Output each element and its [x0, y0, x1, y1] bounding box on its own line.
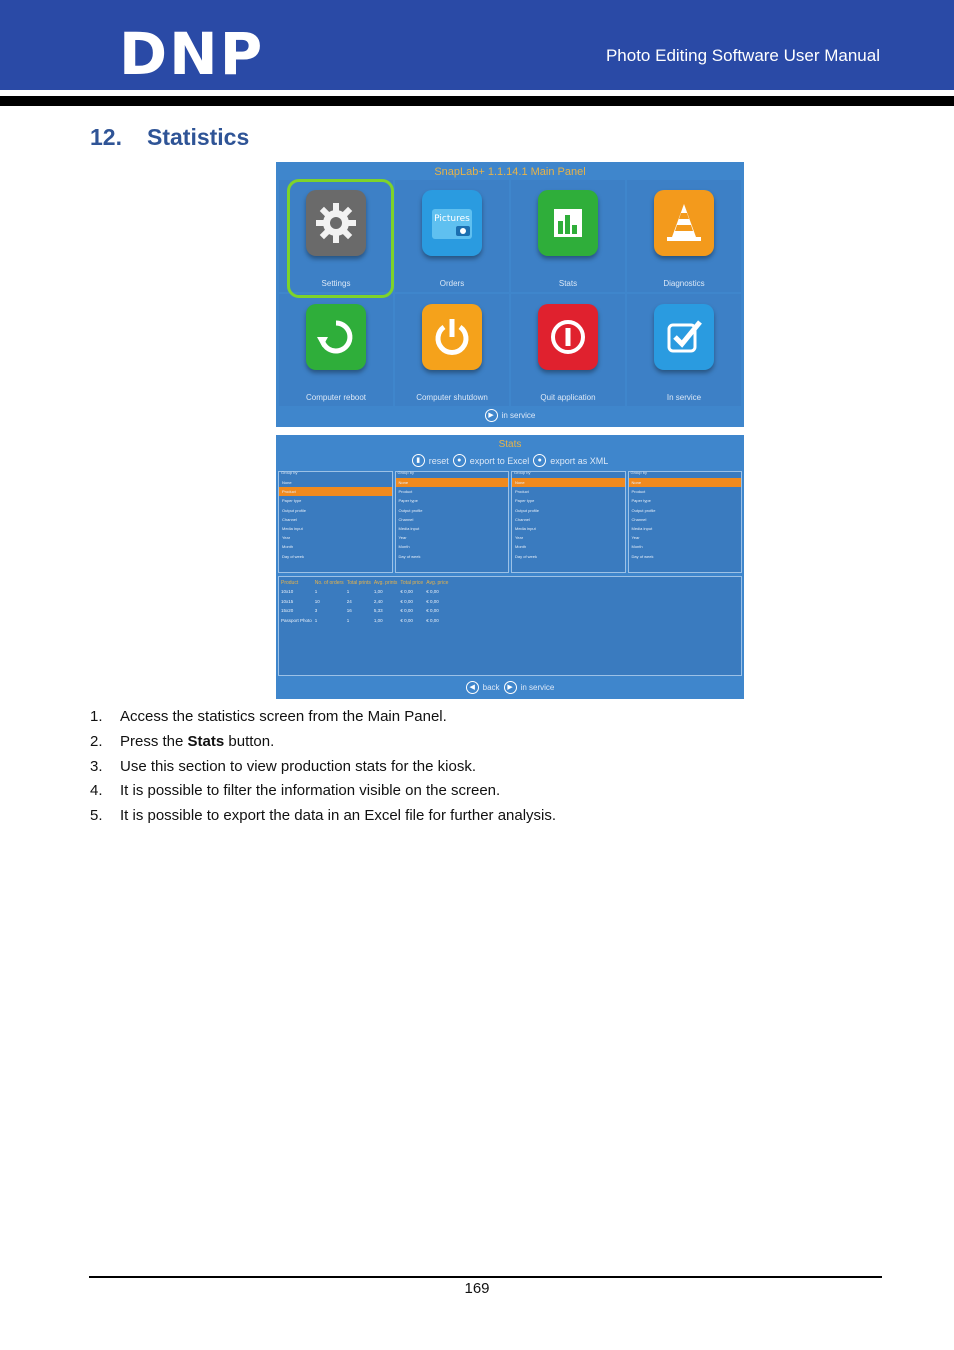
- step-item: [90, 780, 556, 805]
- tile-label: Stats: [558, 279, 578, 288]
- step-text: [120, 756, 476, 781]
- pictures-icon: [422, 190, 482, 256]
- step-number: 5.: [90, 807, 103, 825]
- group-by-option[interactable]: Product: [515, 489, 529, 495]
- results-header-row: [281, 579, 451, 587]
- trash-icon[interactable]: ▮: [412, 454, 425, 467]
- group-by-column: [511, 471, 626, 573]
- results-column-header[interactable]: Product: [281, 579, 299, 586]
- group-by-option[interactable]: Year: [398, 535, 407, 541]
- group-by-option[interactable]: Day of week: [282, 553, 305, 559]
- group-by-option[interactable]: Month: [631, 544, 643, 550]
- step-text-before: Access the statistics screen from the Main Panel.: [120, 708, 447, 725]
- bar-chart-icon: [538, 190, 598, 256]
- group-by-option[interactable]: Channel: [398, 516, 414, 522]
- group-by-option[interactable]: Year: [282, 535, 291, 541]
- footer-divider: [89, 1276, 882, 1278]
- step-text-before: Press the: [120, 732, 188, 750]
- tile-label: Settings: [321, 279, 351, 288]
- logo-letter: D: [119, 20, 166, 88]
- results-column-header[interactable]: Total price: [400, 579, 424, 586]
- results-column-header[interactable]: Avg. prints: [373, 579, 398, 586]
- results-column-header[interactable]: Total prints: [346, 579, 371, 586]
- step-text: [120, 706, 447, 731]
- header-divider-black: [0, 96, 954, 106]
- step-text: [120, 731, 274, 756]
- play-icon[interactable]: ▶: [504, 681, 517, 694]
- logo-letter: P: [219, 20, 261, 88]
- group-by-list: [279, 478, 392, 561]
- tile-orders[interactable]: [395, 180, 509, 292]
- reboot-icon: [306, 304, 366, 370]
- group-by-option[interactable]: Media input: [282, 525, 303, 531]
- stats-toolbar: [276, 454, 744, 467]
- group-by-option[interactable]: Day of week: [515, 553, 538, 559]
- dnp-logo: [119, 20, 261, 88]
- group-by-option[interactable]: Paper type: [631, 498, 651, 504]
- back-icon[interactable]: ◀: [466, 681, 479, 694]
- group-by-option[interactable]: Output profile: [398, 507, 423, 513]
- group-by-option[interactable]: Paper type: [515, 498, 535, 504]
- table-cell: 24: [346, 598, 352, 604]
- table-cell: € 0,00: [400, 589, 413, 595]
- quit-icon: [538, 304, 598, 370]
- table-cell: 1: [346, 617, 350, 623]
- stats-footer: [276, 679, 744, 695]
- manual-title: Photo Editing Software User Manual: [605, 46, 880, 65]
- group-by-option[interactable]: Media input: [398, 525, 420, 531]
- step-text-after: button.: [224, 732, 275, 750]
- tile-stats[interactable]: [511, 180, 625, 292]
- table-row: [281, 597, 451, 607]
- table-cell: 1: [346, 589, 350, 595]
- group-by-option[interactable]: None: [396, 478, 509, 487]
- table-cell: 15x20: [281, 608, 294, 614]
- table-cell: 16: [346, 608, 352, 614]
- step-item: [90, 731, 556, 756]
- in-service-link[interactable]: in service: [520, 682, 555, 692]
- step-number: 2.: [90, 732, 103, 750]
- group-by-option[interactable]: None: [282, 480, 292, 485]
- results-column-header[interactable]: Avg. price: [426, 579, 449, 586]
- table-cell: € 0,00: [426, 598, 439, 604]
- tile-label: Orders: [439, 279, 465, 288]
- table-cell: 10x10: [281, 589, 294, 595]
- group-by-list: [396, 478, 509, 561]
- group-by-option[interactable]: Year: [631, 535, 640, 541]
- group-by-column: [628, 471, 743, 573]
- results-panel: [278, 576, 742, 676]
- group-by-option[interactable]: Media input: [631, 525, 653, 531]
- group-by-option[interactable]: Day of week: [398, 553, 421, 559]
- tile-label: Computer shutdown: [416, 393, 488, 402]
- group-by-option[interactable]: None: [629, 478, 742, 487]
- tile-in-service[interactable]: [627, 294, 741, 406]
- step-item: [90, 706, 556, 731]
- group-by-option[interactable]: None: [512, 478, 625, 487]
- table-cell: 1: [314, 617, 318, 623]
- group-by-list: [512, 478, 625, 561]
- group-by-option[interactable]: Paper type: [282, 498, 302, 504]
- stats-title: Stats: [498, 439, 522, 450]
- group-by-option[interactable]: Channel: [515, 516, 530, 522]
- table-cell: 10: [314, 598, 320, 604]
- instruction-steps: [90, 706, 556, 830]
- play-icon[interactable]: ▶: [485, 409, 498, 422]
- table-row: [281, 606, 451, 616]
- group-by-option[interactable]: Product: [398, 489, 413, 495]
- group-by-column: [278, 471, 393, 573]
- cone-icon: [654, 190, 714, 256]
- group-by-option[interactable]: Channel: [282, 516, 297, 522]
- group-by-option[interactable]: Output profile: [515, 507, 540, 513]
- settings-highlight-ring: [287, 179, 394, 298]
- step-number: 1.: [90, 708, 103, 725]
- table-cell: 1,00: [373, 617, 383, 623]
- table-cell: 5,33: [373, 608, 383, 614]
- main-panel-footer: [276, 407, 744, 423]
- page-number: 169: [464, 1280, 490, 1297]
- step-text-before: Use this section to view production stats for the kiosk.: [120, 757, 476, 775]
- in-service-link[interactable]: in service: [501, 410, 536, 420]
- tile-computer-shutdown[interactable]: [395, 294, 509, 406]
- group-by-column: [395, 471, 510, 573]
- main-panel-title: SnapLab+ 1.1.14.1 Main Panel: [434, 166, 586, 178]
- step-text: [120, 805, 556, 830]
- step-number: 4.: [90, 782, 103, 800]
- group-by-option[interactable]: Day of week: [631, 553, 654, 559]
- page-header: [0, 0, 954, 90]
- step-number: 3.: [90, 757, 103, 775]
- table-cell: € 0,00: [400, 598, 413, 604]
- results-column-header[interactable]: No. of orders: [314, 579, 344, 586]
- tile-label: Computer reboot: [305, 393, 367, 402]
- check-icon: [654, 304, 714, 370]
- tile-diagnostics[interactable]: [627, 180, 741, 292]
- table-cell: 2,40: [373, 598, 383, 604]
- step-item: [90, 805, 556, 830]
- export-excel-button[interactable]: export to Excel: [469, 455, 530, 466]
- export-excel-icon[interactable]: ●: [453, 454, 466, 467]
- table-cell: € 0,00: [400, 617, 413, 623]
- group-by-columns: [278, 471, 742, 573]
- group-by-option[interactable]: Month: [515, 544, 527, 550]
- power-icon: [422, 304, 482, 370]
- section-heading: [90, 124, 249, 151]
- step-text-before: It is possible to filter the information visible on the screen.: [120, 782, 501, 800]
- table-cell: € 0,00: [426, 608, 439, 614]
- tile-quit-application[interactable]: [511, 294, 625, 406]
- table-cell: € 0,00: [426, 617, 439, 623]
- section-number: 12.: [90, 124, 122, 150]
- step-item: [90, 756, 556, 781]
- pictures-badge-text: Pictures: [434, 214, 470, 224]
- section-title: Statistics: [147, 124, 250, 150]
- group-by-option[interactable]: Output profile: [631, 507, 656, 513]
- table-cell: 1,00: [373, 589, 383, 595]
- reset-button[interactable]: reset: [428, 455, 449, 466]
- group-by-label: Group by: [514, 470, 531, 475]
- step-text: [120, 780, 500, 805]
- group-by-option[interactable]: Product: [279, 487, 392, 496]
- group-by-label: Group by: [397, 470, 414, 475]
- step-text-bold: Stats: [187, 732, 225, 750]
- tile-computer-reboot[interactable]: [279, 294, 393, 406]
- stats-screenshot: [276, 435, 744, 699]
- export-xml-button[interactable]: export as XML: [550, 455, 609, 466]
- tile-label: Diagnostics: [663, 279, 705, 288]
- tile-label: In service: [666, 393, 702, 402]
- group-by-option[interactable]: Month: [282, 544, 294, 550]
- results-table: [281, 579, 451, 625]
- table-cell: Passport Photo: [281, 617, 312, 623]
- group-by-option[interactable]: Month: [398, 544, 410, 550]
- table-row: [281, 616, 451, 626]
- group-by-list: [629, 478, 742, 561]
- table-cell: 10x15: [281, 598, 294, 604]
- table-row: [281, 587, 451, 597]
- table-cell: € 0,00: [400, 608, 413, 614]
- group-by-option[interactable]: Channel: [631, 516, 647, 522]
- tile-label: Quit application: [540, 393, 596, 402]
- group-by-option[interactable]: Media input: [515, 525, 536, 531]
- table-cell: € 0,00: [426, 589, 439, 595]
- group-by-option[interactable]: Paper type: [398, 498, 418, 504]
- step-text-before: It is possible to export the data in an Excel file for further analysis.: [120, 807, 557, 825]
- group-by-label: Group by: [281, 470, 298, 475]
- group-by-option[interactable]: Product: [631, 489, 646, 495]
- group-by-label: Group by: [630, 470, 647, 475]
- back-button[interactable]: back: [482, 682, 500, 692]
- logo-letter: N: [169, 20, 216, 88]
- table-cell: 1: [314, 589, 318, 595]
- group-by-option[interactable]: Output profile: [282, 507, 307, 513]
- table-cell: 3: [314, 608, 318, 614]
- export-xml-icon[interactable]: ●: [533, 454, 546, 467]
- group-by-option[interactable]: Year: [515, 535, 524, 541]
